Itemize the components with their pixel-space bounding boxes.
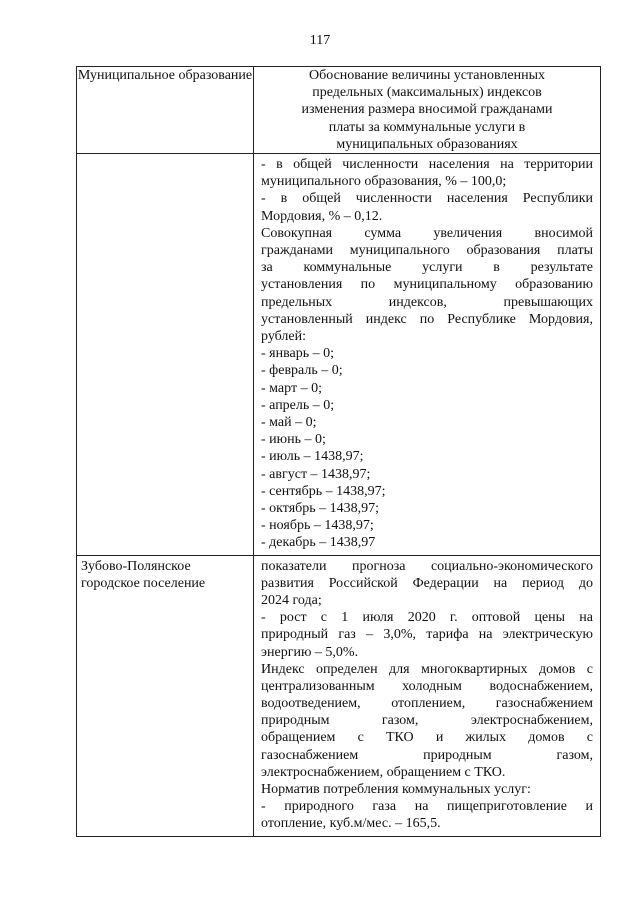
justification-line: развития Российской Федерации на период до xyxy=(261,575,593,591)
header-justification-line: изменения размера вносимой гражданами xyxy=(301,102,553,118)
justification-line: установленный индекс по Республике Мордовия, xyxy=(261,311,593,327)
indices-table xyxy=(76,66,601,837)
justification-line: - июль – 1438,97; xyxy=(261,449,364,465)
justification-line: - май – 0; xyxy=(261,414,317,430)
page-number: 117 xyxy=(309,33,331,48)
justification-line: за коммунальные услуги в результате xyxy=(261,260,593,276)
municipality-name-line: городское поселение xyxy=(81,575,206,591)
header-justification-line: Обоснование величины установленных xyxy=(308,68,545,83)
justification-line: отопление, куб.м/мес. – 165,5. xyxy=(261,816,441,832)
justification-line: - сентябрь – 1438,97; xyxy=(261,483,386,499)
header-municipality: Муниципальное образование xyxy=(77,67,254,154)
justification-line: - природного газа на пищеприготовление и xyxy=(261,799,593,815)
justification-line: показатели прогноза социально-экономического xyxy=(261,558,593,574)
table-row xyxy=(77,154,601,556)
justification-line: природный газ – 3,0%, тарифа на электрическую xyxy=(261,627,593,643)
justification-line: - март – 0; xyxy=(261,380,322,396)
justification-line: 2024 года; xyxy=(261,592,322,608)
justification-line: - октябрь – 1438,97; xyxy=(261,500,380,516)
justification-line: обращением с ТКО и жилых домов с xyxy=(261,730,593,746)
justification-cell xyxy=(254,154,601,556)
justification-line: - декабрь – 1438,97 xyxy=(261,535,376,551)
justification-line: электроснабжением, обращением с ТКО. xyxy=(261,764,506,780)
justification-line: Совокупная сумма увеличения вносимой xyxy=(261,225,593,241)
header-justification-line: платы за коммунальные услуги в xyxy=(328,119,526,135)
justification-line: рублей: xyxy=(261,328,306,344)
justification-line: - в общей численности населения на территории xyxy=(261,157,593,173)
justification-line: - ноябрь – 1438,97; xyxy=(261,518,374,534)
municipality-name-line: Зубово-Полянское xyxy=(81,558,191,574)
justification-line: установления по муниципальному образованию xyxy=(261,277,593,293)
justification-line: гражданами муниципального образования платы xyxy=(261,242,593,258)
justification-line: водоотведением, отоплением, газоснабжением xyxy=(261,696,593,712)
header-justification-line: предельных (максимальных) индексов xyxy=(312,85,542,101)
municipality-cell xyxy=(77,555,254,836)
justification-line: - август – 1438,97; xyxy=(261,466,371,482)
justification-line: энергию – 5,0%. xyxy=(261,644,359,660)
municipality-cell xyxy=(77,154,254,556)
justification-cell xyxy=(254,555,601,836)
justification-line: - рост с 1 июля 2020 г. оптовой цены на xyxy=(261,610,593,626)
table-row xyxy=(77,555,601,836)
justification-line: предельных индексов, превышающих xyxy=(261,294,593,310)
justification-line: - февраль – 0; xyxy=(261,363,343,379)
justification-line: муниципального образования, % – 100,0; xyxy=(261,174,507,190)
justification-line: Индекс определен для многоквартирных домов с xyxy=(261,661,593,677)
table-header-row xyxy=(77,67,601,154)
justification-line: - июнь – 0; xyxy=(261,432,326,448)
justification-line: природным газом, электроснабжением, xyxy=(261,713,593,729)
justification-line: централизованным холодным водоснабжением, xyxy=(261,678,593,694)
justification-line: Мордовия, % – 0,12. xyxy=(261,208,383,224)
justification-line: газоснабжением природным газом, xyxy=(261,747,593,763)
justification-line: - в общей численности населения Республики xyxy=(261,191,593,207)
justification-line: - январь – 0; xyxy=(261,346,335,362)
header-justification-line: муниципальных образованиях xyxy=(336,136,518,152)
header-justification xyxy=(254,67,601,154)
justification-line: Норматив потребления коммунальных услуг: xyxy=(261,782,531,798)
justification-line: - апрель – 0; xyxy=(261,397,335,413)
